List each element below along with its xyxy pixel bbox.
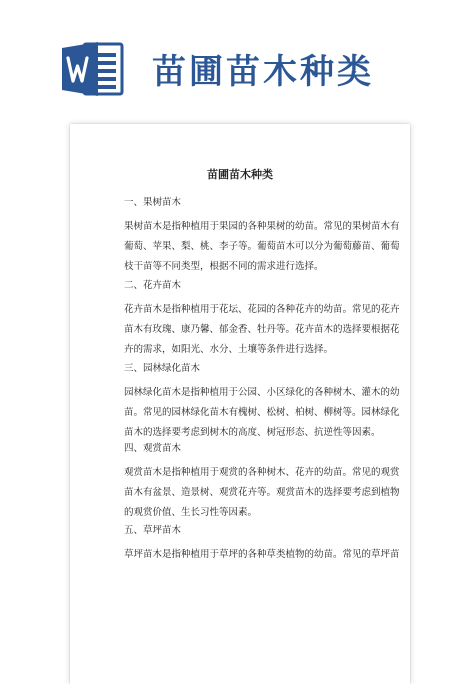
body-line: 草坪苗木是指种植用于草坪的各种草类植物的幼苗。常见的草坪苗 xyxy=(124,549,400,560)
section-body xyxy=(124,300,400,360)
section-body xyxy=(124,545,400,565)
body-line: 卉的需求，如阳光、水分、土壤等条件进行选择。 xyxy=(124,344,334,355)
body-line: 枝干苗等不同类型，根据不同的需求进行选择。 xyxy=(124,261,324,272)
body-line: 苗木有玫瑰、康乃馨、郁金香、牡丹等。花卉苗木的选择要根据花 xyxy=(124,324,400,335)
section-ornamental xyxy=(124,442,400,523)
section-heading: 五、草坪苗木 xyxy=(124,525,182,536)
word-document-icon xyxy=(62,40,124,98)
body-line: 果树苗木是指种植用于果园的各种果树的幼苗。常见的果树苗木有 xyxy=(124,221,400,232)
section-heading: 二、花卉苗木 xyxy=(124,280,182,291)
section-flowers xyxy=(124,279,400,360)
body-line: 苗。常见的园林绿化苗木有槐树、松树、柏树、柳树等。园林绿化 xyxy=(124,407,400,418)
body-line: 的观赏价值、生长习性等因素。 xyxy=(124,507,258,518)
document-title: 苗圃苗木种类 xyxy=(207,168,273,181)
section-heading: 三、园林绿化苗木 xyxy=(124,363,201,374)
section-heading: 一、果树苗木 xyxy=(124,197,182,208)
body-line: 观赏苗木是指种植用于观赏的各种树木、花卉的幼苗。常见的观赏 xyxy=(124,467,400,478)
section-body xyxy=(124,383,400,443)
section-fruit-trees xyxy=(124,196,400,277)
section-heading: 四、观赏苗木 xyxy=(124,443,182,454)
body-line: 园林绿化苗木是指种植用于公园、小区绿化的各种树木、灌木的幼 xyxy=(124,387,400,398)
body-line: 苗木有盆景、造景树、观赏花卉等。观赏苗木的选择要考虑到植物 xyxy=(124,487,400,498)
document-page xyxy=(70,124,410,684)
body-line: 葡萄、苹果、梨、桃、李子等。葡萄苗木可以分为葡萄藤苗、葡萄 xyxy=(124,241,400,252)
section-body xyxy=(124,463,400,523)
body-line: 苗木的选择要考虑到树木的高度、树冠形态、抗逆性等因素。 xyxy=(124,427,381,438)
section-landscaping xyxy=(124,362,400,443)
header-title: 苗圃苗木种类 xyxy=(152,52,374,92)
section-lawn xyxy=(124,524,400,565)
header-banner xyxy=(0,0,474,130)
section-body xyxy=(124,217,400,277)
body-line: 花卉苗木是指种植用于花坛、花园的各种花卉的幼苗。常见的花卉 xyxy=(124,304,400,315)
